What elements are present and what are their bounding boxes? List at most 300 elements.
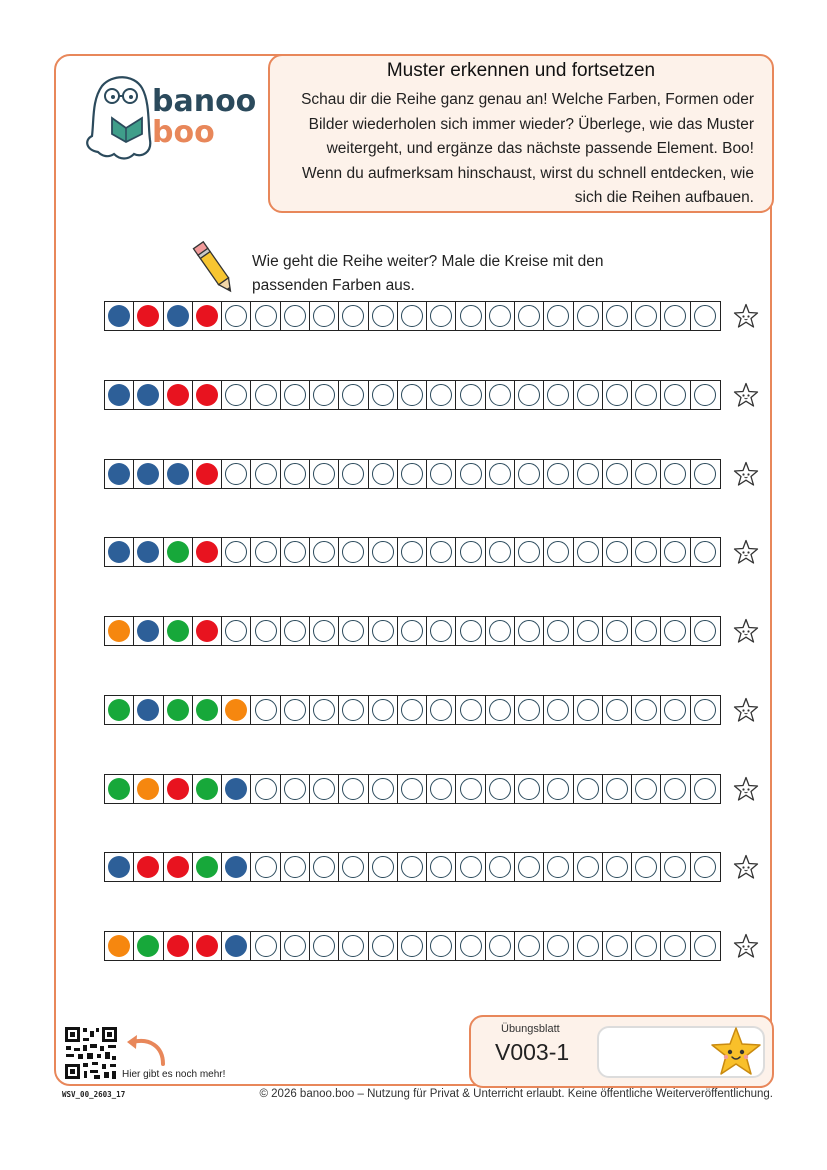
- empty-circle[interactable]: [489, 935, 511, 957]
- empty-circle[interactable]: [547, 620, 569, 642]
- pattern-cell: [339, 932, 368, 960]
- pattern-cell: [398, 617, 427, 645]
- pattern-cell: [105, 538, 134, 566]
- pattern-cell: [251, 853, 280, 881]
- pattern-cell: [603, 853, 632, 881]
- pattern-cell: [632, 775, 661, 803]
- filled-circle: [108, 778, 130, 800]
- pattern-cell: [398, 696, 427, 724]
- empty-circle[interactable]: [372, 699, 394, 721]
- pattern-cell: [456, 538, 485, 566]
- pattern-cell: [515, 538, 544, 566]
- empty-circle[interactable]: [255, 384, 277, 406]
- empty-circle[interactable]: [694, 384, 716, 406]
- empty-circle[interactable]: [606, 541, 628, 563]
- pattern-cell: [222, 853, 251, 881]
- empty-circle[interactable]: [284, 305, 306, 327]
- empty-circle[interactable]: [401, 856, 423, 878]
- empty-circle[interactable]: [606, 699, 628, 721]
- pattern-cell: [486, 775, 515, 803]
- pattern-cell: [661, 696, 690, 724]
- empty-circle[interactable]: [460, 935, 482, 957]
- pattern-cell: [691, 617, 720, 645]
- pattern-cell: [486, 302, 515, 330]
- pattern-cell: [193, 302, 222, 330]
- empty-circle[interactable]: [635, 699, 657, 721]
- star-outline-icon[interactable]: [733, 618, 759, 644]
- empty-circle[interactable]: [518, 463, 540, 485]
- star-outline-icon[interactable]: [733, 382, 759, 408]
- empty-circle[interactable]: [284, 699, 306, 721]
- filled-circle: [137, 778, 159, 800]
- pattern-cell: [339, 775, 368, 803]
- filled-circle: [108, 620, 130, 642]
- curved-arrow-icon: [123, 1032, 169, 1068]
- empty-circle[interactable]: [372, 541, 394, 563]
- pattern-cell: [134, 617, 163, 645]
- filled-circle: [167, 935, 189, 957]
- empty-circle[interactable]: [460, 463, 482, 485]
- task-header: [268, 54, 774, 213]
- pattern-cell: [632, 932, 661, 960]
- pattern-cell: [427, 775, 456, 803]
- empty-circle[interactable]: [430, 463, 452, 485]
- empty-circle[interactable]: [518, 856, 540, 878]
- filled-circle: [108, 384, 130, 406]
- pattern-row: [104, 301, 721, 331]
- pattern-cell: [369, 853, 398, 881]
- pattern-cell: [544, 696, 573, 724]
- empty-circle[interactable]: [547, 305, 569, 327]
- pattern-cell: [310, 617, 339, 645]
- pattern-cell: [456, 932, 485, 960]
- pattern-cell: [369, 538, 398, 566]
- empty-circle[interactable]: [606, 384, 628, 406]
- instruction-text: Wie geht die Reihe weiter? Male die Kreise mit den passenden Farben aus.: [252, 253, 604, 294]
- empty-circle[interactable]: [577, 699, 599, 721]
- pattern-cell: [222, 302, 251, 330]
- pattern-cell: [164, 932, 193, 960]
- empty-circle[interactable]: [547, 699, 569, 721]
- empty-circle[interactable]: [577, 305, 599, 327]
- filled-circle: [108, 541, 130, 563]
- star-outline-icon[interactable]: [733, 697, 759, 723]
- pattern-cell: [427, 853, 456, 881]
- pattern-cell: [164, 460, 193, 488]
- empty-circle[interactable]: [518, 778, 540, 800]
- empty-circle[interactable]: [401, 935, 423, 957]
- pattern-cell: [339, 460, 368, 488]
- empty-circle[interactable]: [489, 699, 511, 721]
- pattern-cell: [369, 302, 398, 330]
- empty-circle[interactable]: [430, 699, 452, 721]
- empty-circle[interactable]: [342, 384, 364, 406]
- pattern-cell: [661, 302, 690, 330]
- empty-circle[interactable]: [225, 384, 247, 406]
- qr-code-icon[interactable]: [64, 1026, 118, 1080]
- empty-circle[interactable]: [313, 856, 335, 878]
- pattern-cell: [632, 460, 661, 488]
- empty-circle[interactable]: [372, 935, 394, 957]
- empty-circle[interactable]: [635, 935, 657, 957]
- empty-circle[interactable]: [255, 305, 277, 327]
- empty-circle[interactable]: [401, 541, 423, 563]
- filled-circle: [137, 541, 159, 563]
- pattern-row: [104, 931, 721, 961]
- pattern-cell: [134, 538, 163, 566]
- empty-circle[interactable]: [225, 305, 247, 327]
- pattern-cell: [574, 853, 603, 881]
- empty-circle[interactable]: [694, 305, 716, 327]
- pattern-cell: [251, 460, 280, 488]
- empty-circle[interactable]: [664, 305, 686, 327]
- sheet-id: V003-1: [495, 1039, 570, 1065]
- star-outline-icon[interactable]: [733, 539, 759, 565]
- pattern-cell: [281, 932, 310, 960]
- empty-circle[interactable]: [664, 699, 686, 721]
- empty-circle[interactable]: [694, 699, 716, 721]
- filled-circle: [137, 305, 159, 327]
- empty-circle[interactable]: [694, 778, 716, 800]
- empty-circle[interactable]: [313, 778, 335, 800]
- empty-circle[interactable]: [547, 935, 569, 957]
- pattern-cell: [691, 932, 720, 960]
- filled-circle: [196, 305, 218, 327]
- empty-circle[interactable]: [342, 305, 364, 327]
- empty-circle[interactable]: [577, 935, 599, 957]
- empty-circle[interactable]: [342, 541, 364, 563]
- pattern-cell: [281, 775, 310, 803]
- pattern-cell: [486, 460, 515, 488]
- empty-circle[interactable]: [313, 699, 335, 721]
- empty-circle[interactable]: [284, 541, 306, 563]
- empty-circle[interactable]: [577, 856, 599, 878]
- filled-circle: [167, 620, 189, 642]
- empty-circle[interactable]: [664, 463, 686, 485]
- pattern-cell: [310, 381, 339, 409]
- pattern-cell: [544, 381, 573, 409]
- empty-circle[interactable]: [606, 935, 628, 957]
- pattern-cell: [632, 381, 661, 409]
- empty-circle[interactable]: [460, 620, 482, 642]
- empty-circle[interactable]: [284, 620, 306, 642]
- pattern-cell: [251, 932, 280, 960]
- empty-circle[interactable]: [255, 541, 277, 563]
- empty-circle[interactable]: [694, 463, 716, 485]
- filled-circle: [167, 305, 189, 327]
- empty-circle[interactable]: [518, 620, 540, 642]
- empty-circle[interactable]: [313, 463, 335, 485]
- pattern-cell: [281, 381, 310, 409]
- empty-circle[interactable]: [577, 620, 599, 642]
- empty-circle[interactable]: [342, 778, 364, 800]
- pattern-cell: [339, 302, 368, 330]
- empty-circle[interactable]: [401, 463, 423, 485]
- pattern-cell: [251, 538, 280, 566]
- empty-circle[interactable]: [255, 620, 277, 642]
- filled-circle: [167, 384, 189, 406]
- pattern-cell: [632, 853, 661, 881]
- empty-circle[interactable]: [460, 541, 482, 563]
- empty-circle[interactable]: [489, 620, 511, 642]
- empty-circle[interactable]: [284, 384, 306, 406]
- empty-circle[interactable]: [430, 856, 452, 878]
- filled-circle: [196, 856, 218, 878]
- empty-circle[interactable]: [313, 620, 335, 642]
- empty-circle[interactable]: [635, 541, 657, 563]
- empty-circle[interactable]: [635, 305, 657, 327]
- empty-circle[interactable]: [489, 778, 511, 800]
- star-outline-icon[interactable]: [733, 933, 759, 959]
- empty-circle[interactable]: [518, 541, 540, 563]
- pattern-cell: [105, 460, 134, 488]
- empty-circle[interactable]: [635, 620, 657, 642]
- pattern-cell: [574, 302, 603, 330]
- empty-circle[interactable]: [313, 305, 335, 327]
- pattern-cell: [164, 853, 193, 881]
- empty-circle[interactable]: [489, 305, 511, 327]
- star-outline-icon[interactable]: [733, 461, 759, 487]
- empty-circle[interactable]: [225, 541, 247, 563]
- empty-circle[interactable]: [606, 463, 628, 485]
- empty-circle[interactable]: [313, 541, 335, 563]
- pattern-cell: [456, 696, 485, 724]
- empty-circle[interactable]: [401, 305, 423, 327]
- empty-circle[interactable]: [518, 384, 540, 406]
- empty-circle[interactable]: [635, 778, 657, 800]
- pattern-cell: [105, 853, 134, 881]
- pattern-cell: [164, 696, 193, 724]
- empty-circle[interactable]: [430, 620, 452, 642]
- pattern-cell: [369, 775, 398, 803]
- pattern-cell: [339, 381, 368, 409]
- empty-circle[interactable]: [430, 778, 452, 800]
- empty-circle[interactable]: [430, 541, 452, 563]
- filled-circle: [225, 856, 247, 878]
- empty-circle[interactable]: [694, 935, 716, 957]
- pattern-cell: [134, 460, 163, 488]
- empty-circle[interactable]: [372, 305, 394, 327]
- empty-circle[interactable]: [606, 778, 628, 800]
- empty-circle[interactable]: [489, 856, 511, 878]
- pattern-cell: [251, 775, 280, 803]
- empty-circle[interactable]: [372, 463, 394, 485]
- empty-circle[interactable]: [694, 541, 716, 563]
- pattern-cell: [544, 302, 573, 330]
- star-outline-icon[interactable]: [733, 303, 759, 329]
- empty-circle[interactable]: [255, 699, 277, 721]
- filled-circle: [167, 463, 189, 485]
- pattern-cell: [486, 932, 515, 960]
- pattern-cell: [486, 381, 515, 409]
- pattern-cell: [134, 381, 163, 409]
- empty-circle[interactable]: [664, 541, 686, 563]
- empty-circle[interactable]: [342, 856, 364, 878]
- pattern-cell: [515, 932, 544, 960]
- empty-circle[interactable]: [694, 620, 716, 642]
- pattern-cell: [105, 617, 134, 645]
- brand-name: [152, 86, 256, 148]
- empty-circle[interactable]: [518, 699, 540, 721]
- pattern-cell: [603, 775, 632, 803]
- empty-circle[interactable]: [547, 856, 569, 878]
- pattern-cell: [661, 932, 690, 960]
- pattern-cell: [310, 538, 339, 566]
- empty-circle[interactable]: [606, 620, 628, 642]
- pattern-cell: [515, 617, 544, 645]
- pattern-cell: [632, 538, 661, 566]
- empty-circle[interactable]: [547, 541, 569, 563]
- empty-circle[interactable]: [225, 463, 247, 485]
- pattern-cell: [661, 775, 690, 803]
- pattern-cell: [281, 696, 310, 724]
- pattern-cell: [603, 302, 632, 330]
- empty-circle[interactable]: [342, 935, 364, 957]
- pattern-cell: [544, 775, 573, 803]
- empty-circle[interactable]: [664, 778, 686, 800]
- empty-circle[interactable]: [518, 935, 540, 957]
- pattern-cell: [310, 775, 339, 803]
- empty-circle[interactable]: [430, 305, 452, 327]
- pattern-cell: [281, 853, 310, 881]
- empty-circle[interactable]: [694, 856, 716, 878]
- pattern-cell: [603, 696, 632, 724]
- pattern-cell: [427, 538, 456, 566]
- empty-circle[interactable]: [255, 778, 277, 800]
- pattern-cell: [603, 460, 632, 488]
- empty-circle[interactable]: [372, 778, 394, 800]
- pattern-cell: [574, 775, 603, 803]
- empty-circle[interactable]: [342, 463, 364, 485]
- empty-circle[interactable]: [255, 856, 277, 878]
- filled-circle: [137, 699, 159, 721]
- empty-circle[interactable]: [664, 935, 686, 957]
- empty-circle[interactable]: [372, 620, 394, 642]
- star-outline-icon[interactable]: [733, 776, 759, 802]
- empty-circle[interactable]: [225, 620, 247, 642]
- empty-circle[interactable]: [635, 856, 657, 878]
- pattern-cell: [603, 932, 632, 960]
- pattern-cell: [369, 932, 398, 960]
- empty-circle[interactable]: [284, 935, 306, 957]
- pattern-cell: [691, 538, 720, 566]
- empty-circle[interactable]: [342, 620, 364, 642]
- star-outline-icon[interactable]: [733, 854, 759, 880]
- empty-circle[interactable]: [460, 778, 482, 800]
- empty-circle[interactable]: [606, 305, 628, 327]
- pattern-cell: [105, 696, 134, 724]
- empty-circle[interactable]: [284, 856, 306, 878]
- filled-circle: [196, 778, 218, 800]
- empty-circle[interactable]: [577, 384, 599, 406]
- pattern-cell: [398, 932, 427, 960]
- empty-circle[interactable]: [460, 384, 482, 406]
- filled-circle: [196, 620, 218, 642]
- filled-circle: [196, 699, 218, 721]
- pattern-cell: [544, 932, 573, 960]
- empty-circle[interactable]: [401, 384, 423, 406]
- empty-circle[interactable]: [635, 384, 657, 406]
- empty-circle[interactable]: [577, 778, 599, 800]
- page-title: Muster erkennen und fortsetzen: [386, 60, 656, 81]
- empty-circle[interactable]: [547, 778, 569, 800]
- pattern-cell: [193, 381, 222, 409]
- pattern-cell: [222, 381, 251, 409]
- empty-circle[interactable]: [489, 463, 511, 485]
- pattern-cell: [544, 538, 573, 566]
- filled-circle: [108, 856, 130, 878]
- pattern-cell: [369, 381, 398, 409]
- empty-circle[interactable]: [460, 856, 482, 878]
- empty-circle[interactable]: [284, 778, 306, 800]
- pattern-cell: [251, 381, 280, 409]
- empty-circle[interactable]: [547, 463, 569, 485]
- pattern-cell: [574, 932, 603, 960]
- empty-circle[interactable]: [255, 935, 277, 957]
- empty-circle[interactable]: [430, 384, 452, 406]
- pattern-cell: [515, 853, 544, 881]
- pattern-cell: [456, 617, 485, 645]
- empty-circle[interactable]: [430, 935, 452, 957]
- pattern-cell: [251, 617, 280, 645]
- pattern-cell: [398, 775, 427, 803]
- task-description: Schau dir die Reihe ganz genau an! Welche Farben, Formen oder Bilder wiederholen sich immer wieder? Überlege, wie das Muster weitergeht, und ergänze das nächste passende Element. Boo! Wenn du aufmerksam hinschaust, wirst du schnell entdecken, wie sich die Reihen aufbauen.: [301, 91, 754, 206]
- empty-circle[interactable]: [606, 856, 628, 878]
- copyright-notice: © 2026 banoo.boo – Nutzung für Privat & Unterricht erlaubt. Keine öffentliche Weiterveröffentlichung.: [259, 1088, 773, 1100]
- filled-circle: [108, 935, 130, 957]
- pattern-cell: [574, 617, 603, 645]
- filled-circle: [225, 778, 247, 800]
- empty-circle[interactable]: [664, 384, 686, 406]
- pattern-cell: [603, 381, 632, 409]
- empty-circle[interactable]: [577, 541, 599, 563]
- filled-circle: [225, 935, 247, 957]
- pattern-cell: [427, 696, 456, 724]
- pattern-row: [104, 695, 721, 725]
- pattern-cell: [661, 460, 690, 488]
- empty-circle[interactable]: [577, 463, 599, 485]
- empty-circle[interactable]: [313, 384, 335, 406]
- empty-circle[interactable]: [460, 699, 482, 721]
- qr-caption: Hier gibt es noch mehr!: [122, 1069, 226, 1080]
- empty-circle[interactable]: [372, 856, 394, 878]
- pattern-cell: [222, 775, 251, 803]
- pattern-row: [104, 774, 721, 804]
- empty-circle[interactable]: [401, 620, 423, 642]
- pattern-cell: [456, 853, 485, 881]
- empty-circle[interactable]: [255, 463, 277, 485]
- empty-circle[interactable]: [547, 384, 569, 406]
- empty-circle[interactable]: [342, 699, 364, 721]
- filled-circle: [167, 778, 189, 800]
- empty-circle[interactable]: [284, 463, 306, 485]
- empty-circle[interactable]: [401, 699, 423, 721]
- empty-circle[interactable]: [460, 305, 482, 327]
- pattern-cell: [310, 302, 339, 330]
- empty-circle[interactable]: [518, 305, 540, 327]
- empty-circle[interactable]: [664, 620, 686, 642]
- empty-circle[interactable]: [372, 384, 394, 406]
- filled-circle: [137, 384, 159, 406]
- empty-circle[interactable]: [664, 856, 686, 878]
- empty-circle[interactable]: [489, 384, 511, 406]
- empty-circle[interactable]: [635, 463, 657, 485]
- empty-circle[interactable]: [313, 935, 335, 957]
- empty-circle[interactable]: [401, 778, 423, 800]
- empty-circle[interactable]: [489, 541, 511, 563]
- pattern-cell: [164, 302, 193, 330]
- pattern-cell: [105, 775, 134, 803]
